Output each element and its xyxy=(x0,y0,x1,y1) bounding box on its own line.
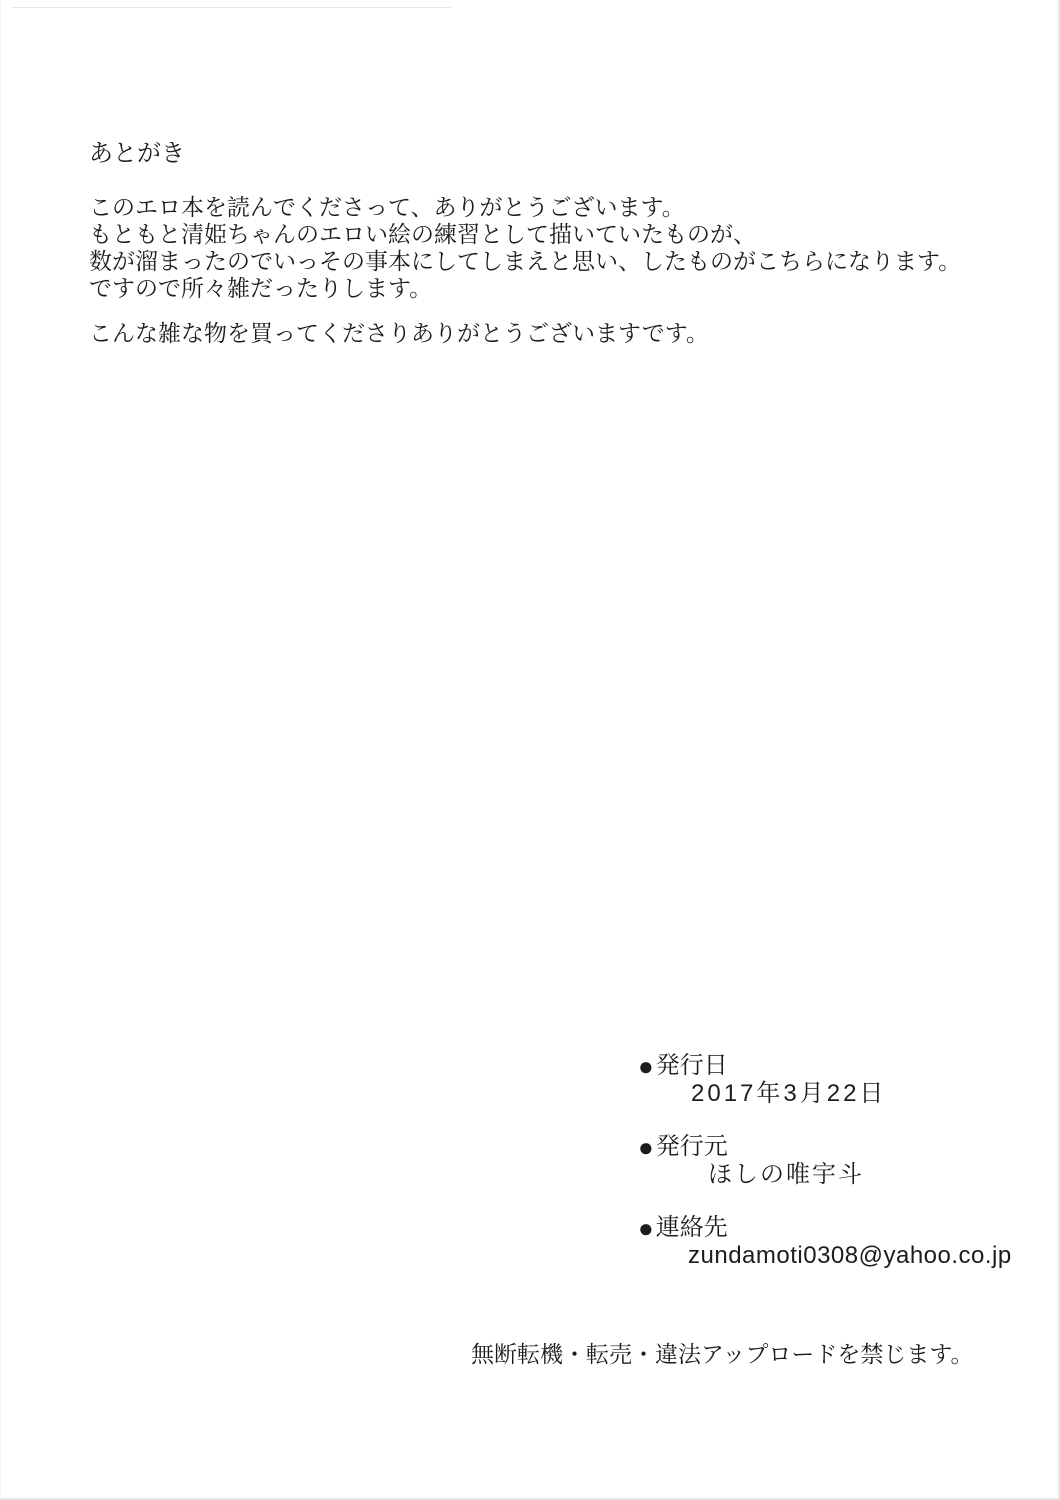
colophon-entry-publish-date xyxy=(638,1052,1012,1108)
afterword-paragraph xyxy=(89,194,961,302)
colophon-label: 発行元 xyxy=(655,1133,728,1160)
afterword-line: 数が溜まったのでいっその事本にしてしまえと思い、したものがこちらになります。 xyxy=(89,248,962,274)
colophon-value: ほしの唯宇斗 xyxy=(708,1161,864,1188)
colophon-entry-publisher xyxy=(638,1133,1012,1189)
bullet-icon: ● xyxy=(638,1132,654,1162)
afterword-line: もともと清姫ちゃんのエロい絵の練習として描いていたものが、 xyxy=(89,221,756,247)
afterword-line: ですので所々雑だったりします。 xyxy=(89,275,433,301)
colophon-entry-contact xyxy=(638,1214,1012,1270)
colophon-label: 発行日 xyxy=(655,1052,728,1079)
colophon-section xyxy=(638,1052,1012,1295)
afterword-line: このエロ本を読んでくださって、ありがとうございます。 xyxy=(89,194,685,220)
colophon-value: 2017年3月22日 xyxy=(691,1080,887,1107)
copyright-notice: 無断転機・転売・違法アップロードを禁じます。 xyxy=(471,1341,974,1367)
colophon-label: 連絡先 xyxy=(655,1214,728,1241)
afterword-closing-line: こんな雑な物を買ってくださりありがとうございますです。 xyxy=(89,320,709,346)
afterword-title: あとがき xyxy=(89,140,185,167)
bullet-icon: ● xyxy=(638,1051,654,1081)
colophon-email: zundamoti0308@yahoo.co.jp xyxy=(688,1242,1012,1269)
bullet-icon: ● xyxy=(638,1213,654,1243)
